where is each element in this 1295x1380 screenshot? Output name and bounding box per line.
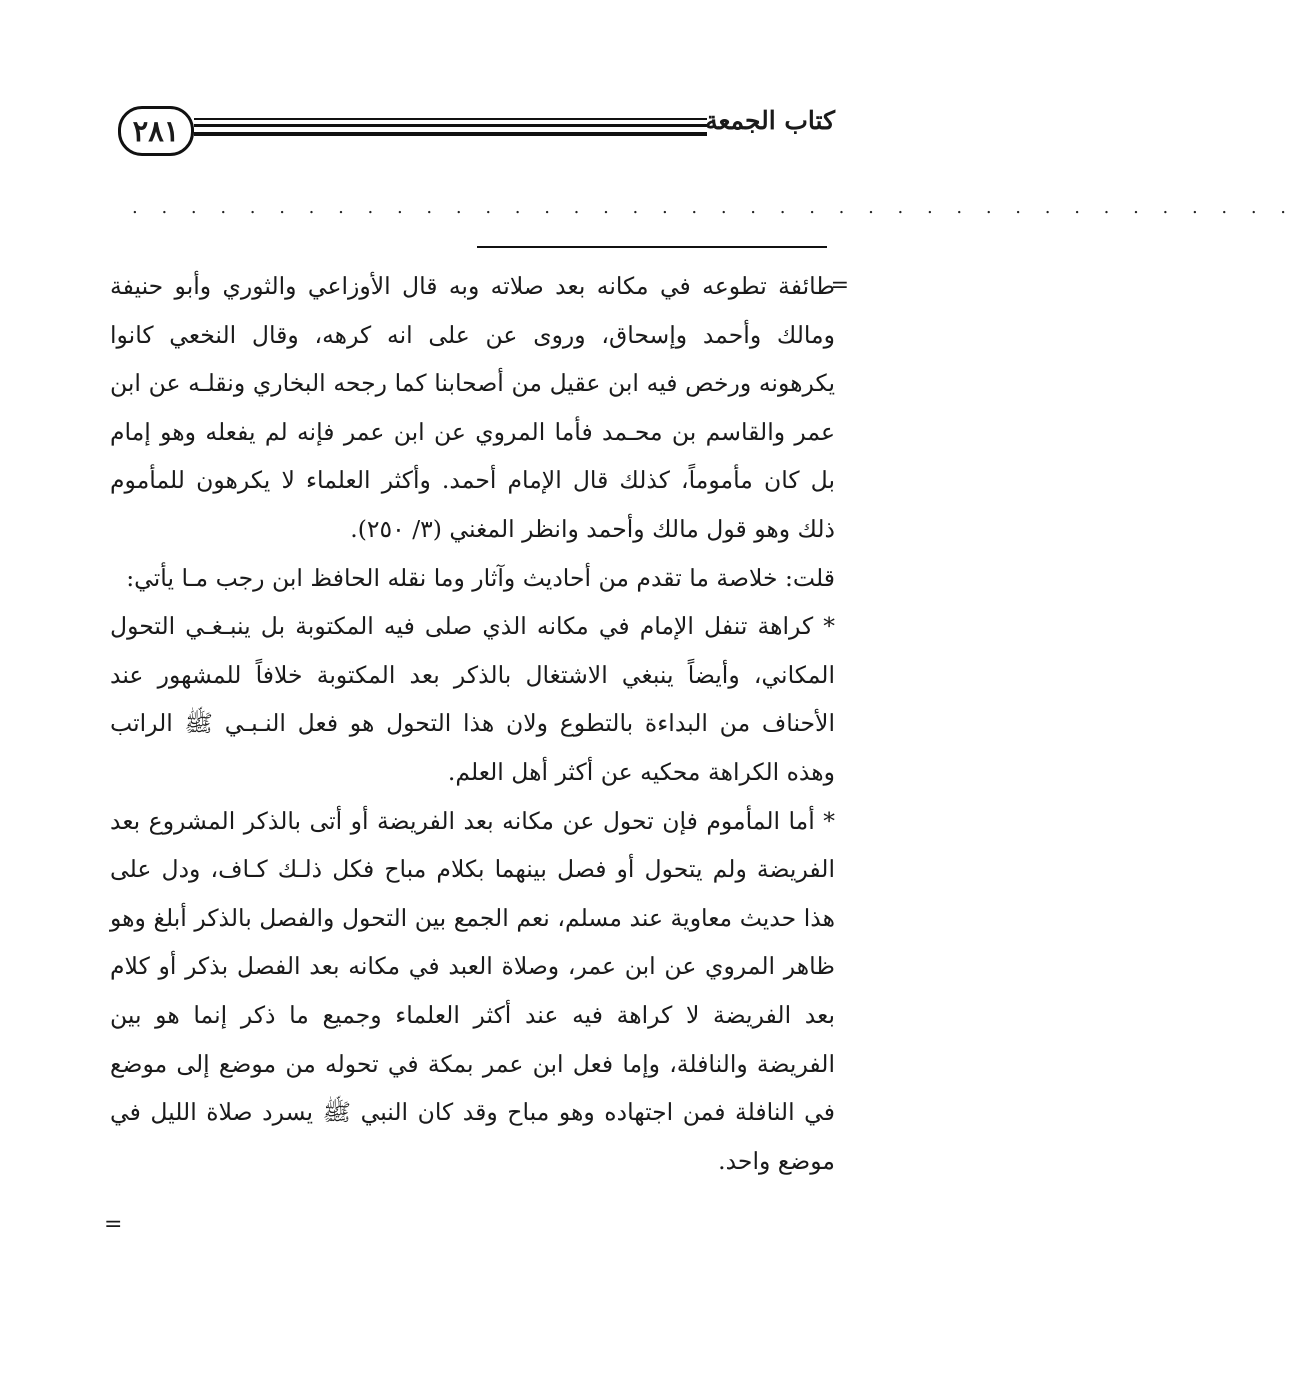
header-rule — [194, 124, 707, 127]
paragraph: طائفة تطوعه في مكانه بعد صلاته وبه قال الأوزاعي والثوري وأبو حنيفة ومالك وأحمد وإسحاق، وروى عن على انه كرهه، وقال النخعي كانوا يكرهونه ورخص فيه ابن عقيل من أصحابنا كما رجحه البخاري ونقلـه عن ابن عمر والقاسم بن محـمد فأما المروي عن ابن عمر فإنه لم يفعله وهو إمام بل كان مأموماً، كذلك قال الإمام أحمد. وأكثر العلماء لا يكرهون للمأموم ذلك وهو قول مالك وأحمد وانظر المغني (٣/ ٢٥٠). — [110, 272, 835, 543]
header-rule — [194, 132, 707, 136]
dotted-separator: . . . . . . . . . . . . . . . . . . . . . . . . . . . . . . . . . . . . . . . . — [132, 197, 1295, 218]
paragraph: قلت: خلاصة ما تقدم من أحاديث وآثار وما نقله الحافظ ابن رجب مـا يأتي: — [126, 563, 835, 592]
header-rule — [194, 118, 707, 120]
paragraph: * كراهة تنفل الإمام في مكانه الذي صلى فيه المكتوبة بل ينبـغـي التحول المكاني، وأيضاً ينبغي الاشتغال بالذكر بعد المكتوبة خلافاً للمشهور عند الأحناف من البداءة بالتطوع ولان هذا التحول هو فعل النـبـي ﷺ الراتب وهذه الكراهة محكيه عن أكثر أهل العلم. — [110, 612, 835, 786]
footnote-body — [110, 262, 849, 1185]
paragraph: * أما المأموم فإن تحول عن مكانه بعد الفريضة أو أتى بالذكر المشروع بعد الفريضة ولم يتحول أو فصل بينهما بكلام مباح فكل ذلـك كـاف، ودل على هذا حديث معاوية عند مسلم، نعم الجمع بين التحول والفصل بالذكر أبلغ وهو ظاهر المروي عن ابن عمر، وصلاة العبد في مكانه بعد الفصل بذكر أو كلام بعد الفريضة لا كراهة فيه عند أكثر العلماء وجميع ما ذكر إنما هو بين الفريضة والنافلة، وإما فعل ابن عمر بمكة في تحوله من موضع إلى موضع في النافلة فمن اجتهاده وهو مباح وقد كان النبي ﷺ يسرد صلاة الليل في موضع واحد. — [110, 806, 835, 1175]
footnote-rule — [477, 246, 827, 248]
end-continuation-mark: = — [104, 1212, 123, 1237]
page-number: ٢٨١ — [118, 106, 194, 156]
book-title: كتاب الجمعة — [705, 106, 835, 135]
continuation-mark: = — [830, 273, 849, 298]
running-header — [110, 104, 835, 160]
